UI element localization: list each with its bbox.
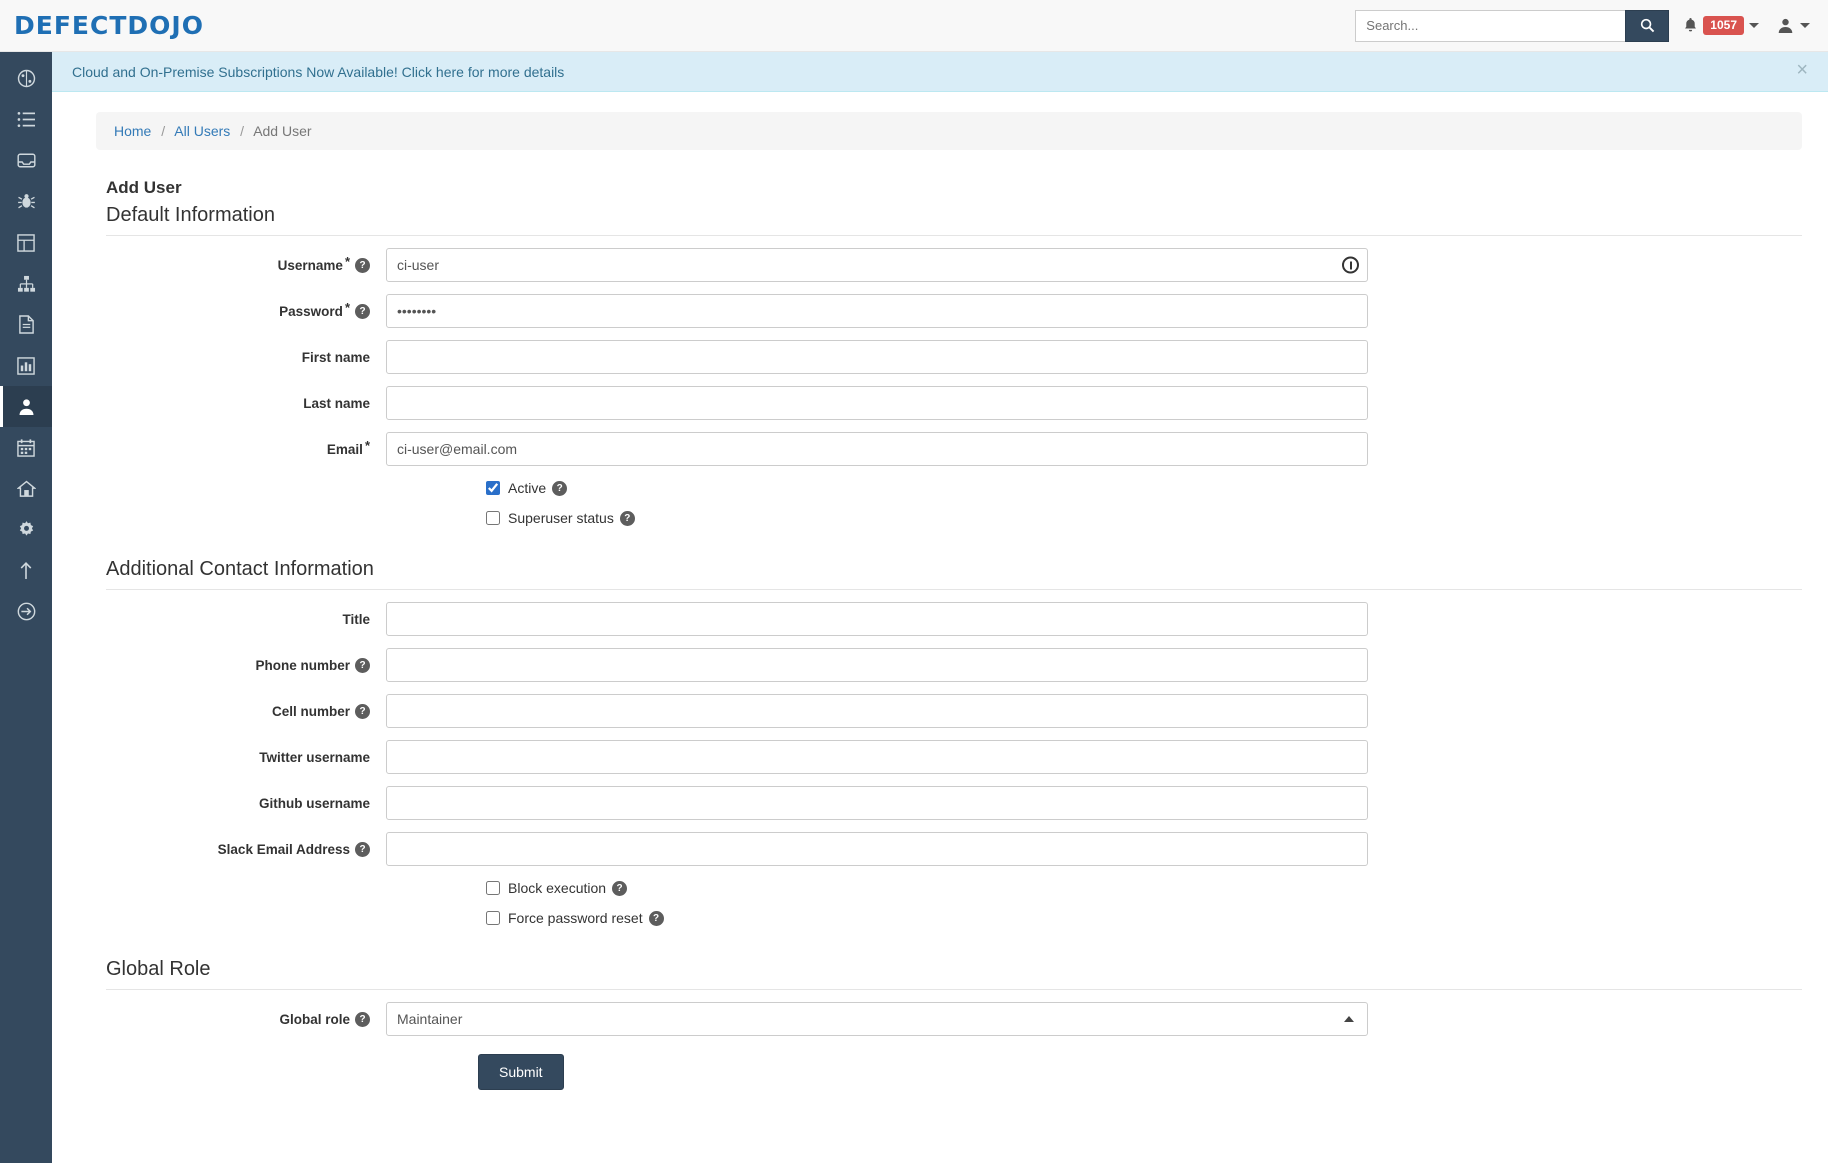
breadcrumb-current: Add User bbox=[253, 123, 312, 139]
field-row-phone-number bbox=[96, 648, 1802, 682]
checkbox-row-active bbox=[96, 480, 1802, 496]
label-first-name bbox=[96, 350, 386, 365]
toggle-visibility-icon[interactable] bbox=[1342, 257, 1359, 274]
submit-button[interactable]: Submit bbox=[478, 1054, 564, 1090]
last-name-input[interactable] bbox=[386, 386, 1368, 420]
chevron-down-icon bbox=[1749, 23, 1759, 28]
sidebar-item-home[interactable] bbox=[0, 468, 52, 509]
label-email bbox=[96, 437, 386, 457]
checkbox-row-block-execution bbox=[96, 880, 1802, 896]
help-icon[interactable]: ? bbox=[355, 658, 370, 673]
label-twitter-username bbox=[96, 750, 386, 765]
force-password-reset-checkbox[interactable] bbox=[486, 911, 500, 925]
sidebar-item-hierarchy[interactable] bbox=[0, 263, 52, 304]
list-icon bbox=[17, 111, 36, 128]
notification-count-badge: 1057 bbox=[1703, 16, 1744, 35]
help-icon[interactable]: ? bbox=[552, 481, 567, 496]
alert-text: Cloud and On-Premise Subscriptions Now Available! Click here for more details bbox=[72, 63, 565, 80]
label-phone-number bbox=[96, 658, 386, 673]
main-content bbox=[52, 92, 1828, 1163]
subscription-alert-banner bbox=[0, 52, 1828, 92]
notifications-menu[interactable] bbox=[1683, 16, 1759, 35]
field-row-twitter-username bbox=[96, 740, 1802, 774]
label-phone-number-text: Phone number bbox=[255, 657, 350, 673]
logout-icon bbox=[17, 602, 36, 621]
sidebar-item-users[interactable] bbox=[0, 386, 52, 427]
first-name-input[interactable] bbox=[386, 340, 1368, 374]
required-marker: * bbox=[344, 299, 350, 315]
chevron-down-icon bbox=[1800, 23, 1810, 28]
logo-text-dojo: DOJO bbox=[127, 11, 204, 40]
label-password-text: Password bbox=[279, 303, 343, 319]
sidebar-item-lists[interactable] bbox=[0, 99, 52, 140]
label-title bbox=[96, 612, 386, 627]
sidebar-item-inbox[interactable] bbox=[0, 140, 52, 181]
required-marker: * bbox=[364, 437, 370, 453]
section-global-role: Global Role bbox=[106, 958, 1802, 990]
person-icon bbox=[18, 398, 35, 416]
help-icon[interactable]: ? bbox=[355, 704, 370, 719]
field-row-first-name bbox=[96, 340, 1802, 374]
label-email-text: Email bbox=[326, 441, 363, 457]
app-logo[interactable] bbox=[14, 11, 204, 40]
label-last-name bbox=[96, 396, 386, 411]
checkbox-row-superuser bbox=[96, 510, 1802, 526]
section-additional-contact: Additional Contact Information bbox=[106, 558, 1802, 590]
label-twitter-username-text: Twitter username bbox=[259, 749, 370, 765]
top-bar-right-group bbox=[1355, 10, 1810, 42]
breadcrumb bbox=[96, 112, 1802, 150]
upload-icon bbox=[18, 561, 34, 580]
sidebar-item-reports[interactable] bbox=[0, 304, 52, 345]
sidebar-item-findings[interactable] bbox=[0, 181, 52, 222]
sidebar-item-components[interactable] bbox=[0, 222, 52, 263]
twitter-username-input[interactable] bbox=[386, 740, 1368, 774]
search-box[interactable] bbox=[1355, 10, 1669, 42]
sidebar-item-settings[interactable] bbox=[0, 509, 52, 550]
breadcrumb-separator: / bbox=[240, 123, 245, 139]
label-title-text: Title bbox=[342, 611, 370, 627]
field-row-last-name bbox=[96, 386, 1802, 420]
sitemap-icon bbox=[17, 275, 36, 293]
home-icon bbox=[17, 480, 36, 498]
user-menu[interactable] bbox=[1777, 17, 1810, 34]
label-github-username bbox=[96, 796, 386, 811]
field-row-title bbox=[96, 602, 1802, 636]
search-icon bbox=[1640, 18, 1655, 33]
username-input[interactable] bbox=[386, 248, 1368, 282]
breadcrumb-separator: / bbox=[161, 123, 166, 139]
add-user-form bbox=[52, 178, 1828, 1114]
submit-row bbox=[96, 1054, 1802, 1114]
user-icon bbox=[1777, 17, 1794, 34]
cell-number-input[interactable] bbox=[386, 694, 1368, 728]
help-icon[interactable]: ? bbox=[355, 258, 370, 273]
logo-text-defect: DEFECT bbox=[14, 11, 128, 40]
sidebar-item-metrics[interactable] bbox=[0, 345, 52, 386]
sidebar-item-upload[interactable] bbox=[0, 550, 52, 591]
help-icon[interactable]: ? bbox=[355, 304, 370, 319]
label-first-name-text: First name bbox=[301, 349, 370, 365]
help-icon[interactable]: ? bbox=[649, 911, 664, 926]
superuser-label: Superuser status bbox=[508, 510, 614, 526]
email-input[interactable] bbox=[386, 432, 1368, 466]
sidebar-item-logout[interactable] bbox=[0, 591, 52, 632]
help-icon[interactable]: ? bbox=[355, 1012, 370, 1027]
checkbox-row-force-password-reset bbox=[96, 910, 1802, 926]
file-icon bbox=[18, 315, 35, 334]
active-checkbox[interactable] bbox=[486, 481, 500, 495]
dashboard-icon bbox=[17, 69, 36, 88]
top-navigation-bar bbox=[0, 0, 1828, 52]
bell-icon bbox=[1683, 17, 1698, 34]
active-label: Active bbox=[508, 480, 547, 496]
field-row-cell-number bbox=[96, 694, 1802, 728]
sidebar-item-dashboard[interactable] bbox=[0, 58, 52, 99]
sidebar bbox=[0, 52, 52, 1163]
gear-icon bbox=[17, 520, 36, 539]
label-github-username-text: Github username bbox=[258, 795, 370, 811]
page-title: Add User bbox=[106, 178, 182, 197]
label-slack-email bbox=[96, 842, 386, 857]
password-input[interactable] bbox=[386, 294, 1368, 328]
field-row-global-role bbox=[96, 1002, 1802, 1036]
inbox-icon bbox=[17, 152, 36, 169]
field-row-slack-email bbox=[96, 832, 1802, 866]
force-password-reset-label: Force password reset bbox=[508, 910, 643, 926]
username-input-wrapper bbox=[386, 248, 1368, 282]
global-role-select[interactable] bbox=[386, 1002, 1368, 1036]
calendar-icon bbox=[17, 439, 35, 457]
label-last-name-text: Last name bbox=[303, 395, 370, 411]
sidebar-item-calendar[interactable] bbox=[0, 427, 52, 468]
title-input[interactable] bbox=[386, 602, 1368, 636]
global-role-select-wrapper bbox=[386, 1002, 1368, 1036]
bug-icon bbox=[17, 192, 36, 211]
required-marker: * bbox=[344, 253, 350, 269]
breadcrumb-home[interactable]: Home bbox=[114, 123, 152, 139]
label-username-text: Username bbox=[277, 257, 343, 273]
phone-number-input[interactable] bbox=[386, 648, 1368, 682]
field-row-password bbox=[96, 294, 1802, 328]
help-icon[interactable]: ? bbox=[612, 881, 627, 896]
block-execution-checkbox[interactable] bbox=[486, 881, 500, 895]
field-row-email bbox=[96, 432, 1802, 466]
label-password bbox=[96, 299, 386, 319]
label-global-role bbox=[96, 1012, 386, 1027]
chart-icon bbox=[17, 357, 35, 375]
superuser-status-checkbox[interactable] bbox=[486, 511, 500, 525]
label-slack-email-text: Slack Email Address bbox=[217, 841, 350, 857]
help-icon[interactable]: ? bbox=[355, 842, 370, 857]
field-row-github-username bbox=[96, 786, 1802, 820]
close-icon[interactable]: × bbox=[1796, 59, 1808, 81]
github-username-input[interactable] bbox=[386, 786, 1368, 820]
block-execution-label: Block execution bbox=[508, 880, 607, 896]
grid-icon bbox=[17, 234, 35, 252]
section-default-information: Default Information bbox=[106, 204, 1802, 236]
label-username bbox=[96, 253, 386, 273]
label-global-role-text: Global role bbox=[279, 1011, 350, 1027]
breadcrumb-all-users[interactable]: All Users bbox=[174, 123, 231, 139]
search-input[interactable] bbox=[1355, 10, 1625, 42]
slack-email-input[interactable] bbox=[386, 832, 1368, 866]
field-row-username bbox=[96, 248, 1802, 282]
label-cell-number-text: Cell number bbox=[271, 703, 350, 719]
search-button[interactable] bbox=[1625, 10, 1669, 42]
help-icon[interactable]: ? bbox=[620, 511, 635, 526]
label-cell-number bbox=[96, 704, 386, 719]
